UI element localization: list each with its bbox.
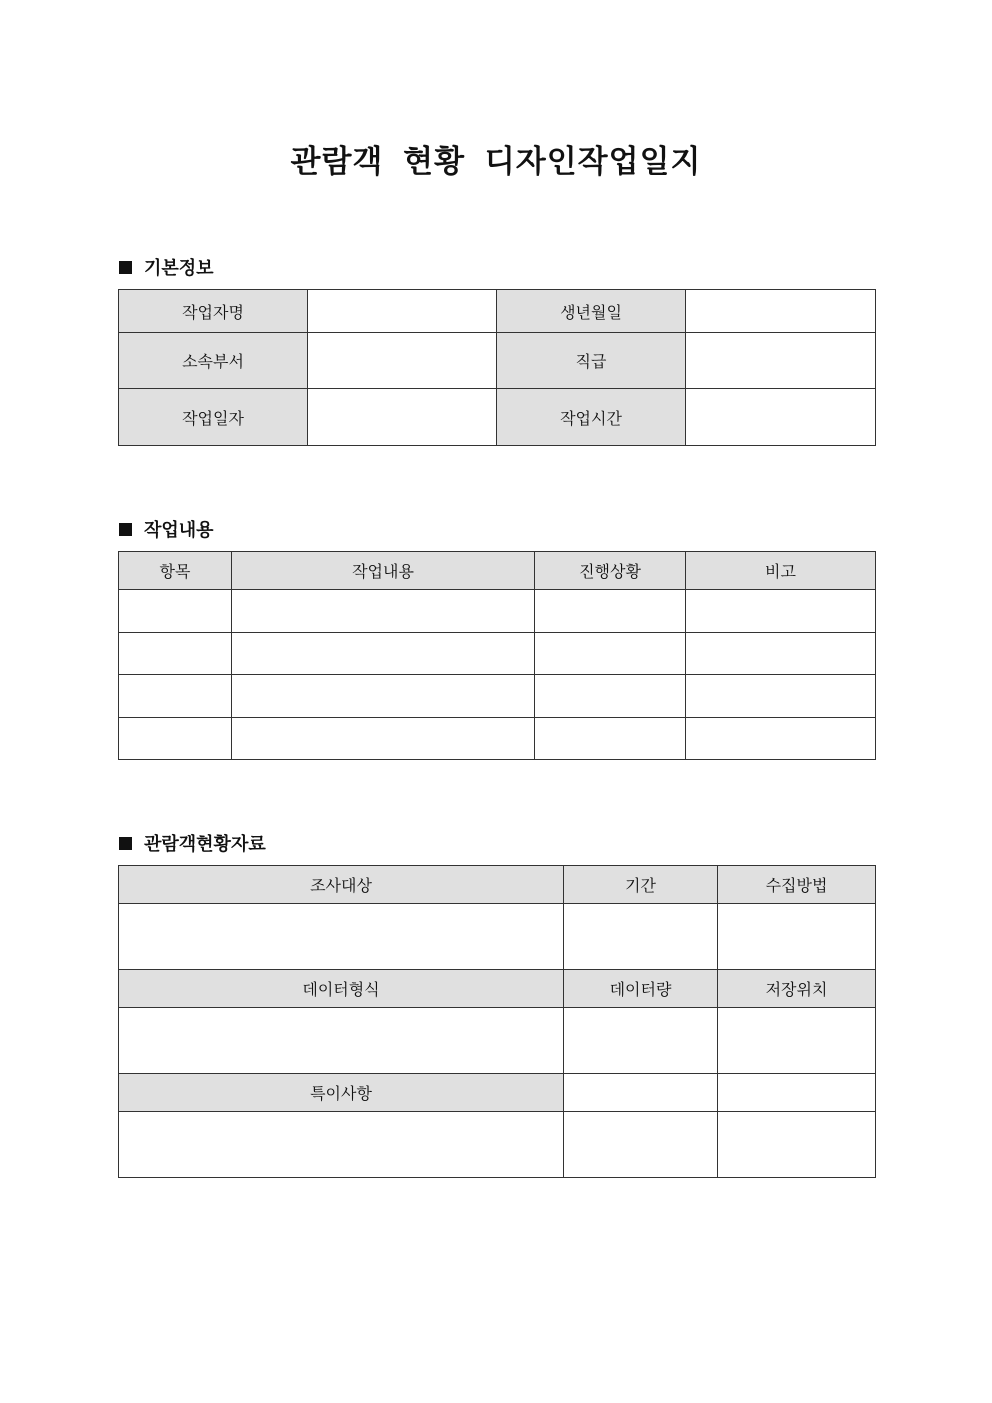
- section-title: 작업내용: [144, 520, 214, 541]
- section-heading-basic-info: [119, 254, 214, 280]
- table-row: [119, 1008, 876, 1074]
- table-cell[interactable]: [686, 675, 876, 718]
- work-content-table: [118, 551, 876, 760]
- document-title: 관람객 현황 디자인작업일지: [290, 144, 702, 180]
- table-cell[interactable]: [686, 633, 876, 675]
- data-volume-field[interactable]: [564, 1008, 718, 1074]
- square-bullet-icon: [119, 837, 132, 850]
- column-header: 데이터형식: [119, 970, 564, 1008]
- table-cell[interactable]: [686, 590, 876, 633]
- table-row: [119, 1112, 876, 1178]
- table-cell[interactable]: [232, 633, 535, 675]
- table-cell[interactable]: [535, 590, 686, 633]
- column-header: 비고: [686, 552, 876, 590]
- work-date-field[interactable]: [308, 389, 497, 446]
- label-cell: 작업시간: [497, 389, 686, 446]
- table-cell[interactable]: [232, 718, 535, 760]
- table-cell[interactable]: [535, 633, 686, 675]
- table-header-row: [119, 866, 876, 904]
- table-header-row: [119, 970, 876, 1008]
- square-bullet-icon: [119, 523, 132, 536]
- worker-name-field[interactable]: [308, 290, 497, 333]
- label-cell: 작업자명: [119, 290, 308, 333]
- section-heading-visitor-data: [119, 830, 266, 856]
- data-format-field[interactable]: [119, 1008, 564, 1074]
- table-row: [119, 590, 876, 633]
- collection-method-field[interactable]: [718, 904, 876, 970]
- table-row: [119, 389, 876, 446]
- column-header: 저장위치: [718, 970, 876, 1008]
- storage-location-field[interactable]: [718, 1008, 876, 1074]
- table-cell[interactable]: [564, 1112, 718, 1178]
- table-cell[interactable]: [564, 1074, 718, 1112]
- table-cell[interactable]: [232, 675, 535, 718]
- basic-info-table: [118, 289, 876, 446]
- column-header: 조사대상: [119, 866, 564, 904]
- table-row: [119, 290, 876, 333]
- table-row: [119, 675, 876, 718]
- survey-target-field[interactable]: [119, 904, 564, 970]
- table-row: [119, 633, 876, 675]
- table-row: [119, 333, 876, 389]
- column-header: 작업내용: [232, 552, 535, 590]
- column-header: 기간: [564, 866, 718, 904]
- table-cell[interactable]: [119, 718, 232, 760]
- work-time-field[interactable]: [686, 389, 876, 446]
- position-field[interactable]: [686, 333, 876, 389]
- label-cell: 작업일자: [119, 389, 308, 446]
- department-field[interactable]: [308, 333, 497, 389]
- table-header-row: [119, 1074, 876, 1112]
- table-header-row: [119, 552, 876, 590]
- birthdate-field[interactable]: [686, 290, 876, 333]
- column-header: 수집방법: [718, 866, 876, 904]
- remarks-field[interactable]: [119, 1112, 564, 1178]
- column-header: 항목: [119, 552, 232, 590]
- table-cell[interactable]: [232, 590, 535, 633]
- label-cell: 직급: [497, 333, 686, 389]
- table-cell[interactable]: [535, 718, 686, 760]
- column-header: 특이사항: [119, 1074, 564, 1112]
- label-cell: 소속부서: [119, 333, 308, 389]
- square-bullet-icon: [119, 261, 132, 274]
- section-heading-work-content: [119, 516, 214, 542]
- table-cell[interactable]: [718, 1112, 876, 1178]
- table-cell[interactable]: [686, 718, 876, 760]
- column-header: 진행상황: [535, 552, 686, 590]
- section-title: 관람객현황자료: [144, 834, 266, 855]
- table-cell[interactable]: [718, 1074, 876, 1112]
- section-title: 기본정보: [144, 258, 214, 279]
- table-row: [119, 904, 876, 970]
- table-row: [119, 718, 876, 760]
- table-cell[interactable]: [535, 675, 686, 718]
- visitor-data-table: [118, 865, 876, 1178]
- column-header: 데이터량: [564, 970, 718, 1008]
- table-cell[interactable]: [119, 590, 232, 633]
- table-cell[interactable]: [119, 675, 232, 718]
- label-cell: 생년월일: [497, 290, 686, 333]
- period-field[interactable]: [564, 904, 718, 970]
- table-cell[interactable]: [119, 633, 232, 675]
